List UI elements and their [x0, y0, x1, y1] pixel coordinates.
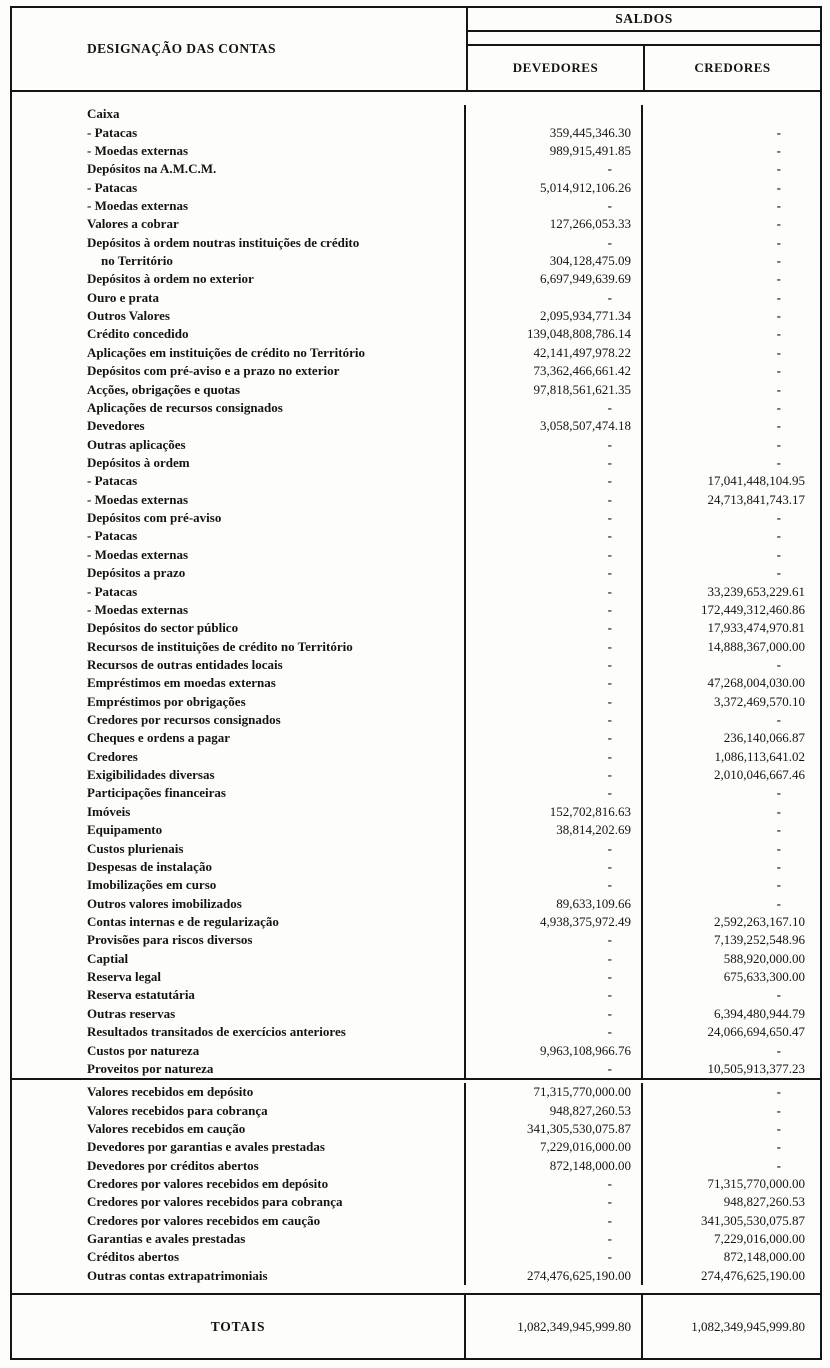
table-row: [12, 417, 820, 435]
credores-value: -: [776, 179, 781, 195]
credores-value: 14,888,367,000.00: [707, 638, 805, 654]
table-row: [12, 1005, 820, 1023]
table-row: [12, 803, 820, 821]
table-row: [12, 491, 820, 509]
account-label: - Patacas: [12, 178, 466, 196]
table-row: [12, 619, 820, 637]
table-row: [12, 637, 820, 655]
devedores-value: -: [466, 693, 643, 711]
credores-value: 2,592,263,167.10: [714, 913, 805, 929]
devedores-value: -: [466, 527, 643, 545]
credores-value: 24,713,841,743.17: [707, 491, 805, 507]
account-label: - Moedas externas: [12, 601, 466, 619]
table-row: [12, 784, 820, 802]
account-label: Reserva estatutária: [12, 986, 466, 1004]
table-row: [12, 454, 820, 472]
credores-value: -: [776, 234, 781, 250]
table-row: [12, 527, 820, 545]
account-label: Imobilizações em curso: [12, 876, 466, 894]
devedores-value: 359,445,346.30: [466, 123, 643, 141]
devedores-value: 2,095,934,771.34: [466, 307, 643, 325]
account-label: Depósitos com pré-aviso: [12, 509, 466, 527]
credores-value: 47,268,004,030.00: [707, 675, 805, 691]
credores-value: 10,505,913,377.23: [707, 1060, 805, 1076]
accounts-section-main: [12, 92, 820, 1078]
table-row: [12, 197, 820, 215]
credores-value: 675,633,300.00: [723, 969, 805, 985]
table-row: [12, 160, 820, 178]
devedores-value: -: [466, 582, 643, 600]
credores-value: -: [776, 546, 781, 562]
account-label: Devedores por créditos abertos: [12, 1156, 466, 1174]
account-label: Depósitos à ordem: [12, 454, 466, 472]
header-saldos-group: [468, 8, 820, 90]
credores-value: 872,148,000.00: [723, 1249, 805, 1265]
table-row: [12, 693, 820, 711]
account-label: Credores por valores recebidos para cobrança: [12, 1193, 466, 1211]
account-label: Valores recebidos para cobrança: [12, 1101, 466, 1119]
account-label: Equipamento: [12, 821, 466, 839]
credores-value: -: [776, 528, 781, 544]
devedores-value: -: [466, 472, 643, 490]
table-row: [12, 380, 820, 398]
credores-value: 24,066,694,650.47: [707, 1024, 805, 1040]
credores-value: -: [776, 142, 781, 158]
credores-value: 17,041,448,104.95: [707, 473, 805, 489]
account-label: Despesas de instalação: [12, 858, 466, 876]
account-label: - Moedas externas: [12, 491, 466, 509]
account-label: Recursos de instituições de crédito no Território: [12, 637, 466, 655]
credores-value: -: [776, 987, 781, 1003]
devedores-value: -: [466, 637, 643, 655]
devedores-value: -: [466, 674, 643, 692]
devedores-value: -: [466, 931, 643, 949]
account-label: - Moedas externas: [12, 197, 466, 215]
devedores-value: -: [466, 564, 643, 582]
account-label: Captial: [12, 950, 466, 968]
credores-value: -: [776, 197, 781, 213]
credores-value: -: [776, 877, 781, 893]
table-row: [12, 105, 820, 123]
account-label: - Patacas: [12, 582, 466, 600]
table-row: [12, 913, 820, 931]
account-label: Depósitos na A.M.C.M.: [12, 160, 466, 178]
table-row: [12, 546, 820, 564]
devedores-value: 341,305,530,075.87: [466, 1120, 643, 1138]
devedores-value: 274,476,625,190.00: [466, 1267, 643, 1285]
account-label: - Moedas externas: [12, 546, 466, 564]
table-row: [12, 1212, 820, 1230]
table-row: [12, 472, 820, 490]
devedores-value: 989,915,491.85: [466, 142, 643, 160]
credores-value: 71,315,770,000.00: [707, 1176, 805, 1192]
account-label: no Território: [12, 252, 466, 270]
devedores-value: -: [466, 766, 643, 784]
credores-value: 17,933,474,970.81: [707, 620, 805, 636]
designacao-das-contas-label: DESIGNAÇÃO DAS CONTAS: [87, 41, 276, 56]
credores-value: -: [776, 1157, 781, 1173]
table-row: [12, 582, 820, 600]
devedores-value: 7,229,016,000.00: [466, 1138, 643, 1156]
credores-value: 274,476,625,190.00: [701, 1267, 805, 1283]
devedores-value: 97,818,561,621.35: [466, 380, 643, 398]
account-label: Credores por valores recebidos em caução: [12, 1212, 466, 1230]
account-label: Outras contas extrapatrimoniais: [12, 1267, 466, 1285]
table-row: [12, 601, 820, 619]
devedores-value: 304,128,475.09: [466, 252, 643, 270]
devedores-value: 5,014,912,106.26: [466, 178, 643, 196]
table-row: [12, 1175, 820, 1193]
table-row: [12, 289, 820, 307]
credores-value: 7,139,252,548.96: [714, 932, 805, 948]
account-label: Proveitos por natureza: [12, 1060, 466, 1078]
credores-value: -: [776, 326, 781, 342]
credores-value: 7,229,016,000.00: [714, 1231, 805, 1247]
credores-value: 588,920,000.00: [723, 950, 805, 966]
table-row: [12, 674, 820, 692]
account-label: Garantias e avales prestadas: [12, 1230, 466, 1248]
account-label: Provisões para riscos diversos: [12, 931, 466, 949]
table-row: [12, 839, 820, 857]
table-row: [12, 748, 820, 766]
credores-value: 6,394,480,944.79: [714, 1005, 805, 1021]
account-label: Credores por valores recebidos em depósito: [12, 1175, 466, 1193]
table-row: [12, 656, 820, 674]
devedores-value: -: [466, 160, 643, 178]
table-row: [12, 1083, 820, 1101]
credores-value: -: [776, 712, 781, 728]
credores-value: -: [776, 363, 781, 379]
devedores-value: 38,814,202.69: [466, 821, 643, 839]
devedores-value: 71,315,770,000.00: [466, 1083, 643, 1101]
account-label: Custos por natureza: [12, 1041, 466, 1059]
devedores-value: 89,633,109.66: [466, 894, 643, 912]
account-label: Caixa: [12, 105, 466, 123]
table-row: [12, 858, 820, 876]
credores-value: -: [776, 289, 781, 305]
table-row: [12, 1023, 820, 1041]
credores-value: -: [776, 161, 781, 177]
account-label: Credores por recursos consignados: [12, 711, 466, 729]
devedores-value: -: [466, 435, 643, 453]
devedores-value: -: [466, 876, 643, 894]
table-row: [12, 399, 820, 417]
credores-value: -: [776, 1042, 781, 1058]
devedores-value: -: [466, 399, 643, 417]
account-label: Créditos abertos: [12, 1248, 466, 1266]
devedores-value: -: [466, 546, 643, 564]
devedores-value: -: [466, 729, 643, 747]
devedores-value: -: [466, 1248, 643, 1266]
table-row: [12, 766, 820, 784]
devedores-value: -: [466, 509, 643, 527]
devedores-value: -: [466, 619, 643, 637]
devedores-value: -: [466, 968, 643, 986]
account-label: Participações financeiras: [12, 784, 466, 802]
account-label: Depósitos com pré-aviso e a prazo no exterior: [12, 362, 466, 380]
devedores-value: 6,697,949,639.69: [466, 270, 643, 288]
devedores-value: -: [466, 711, 643, 729]
account-label: Contas internas e de regularização: [12, 913, 466, 931]
account-label: Reserva legal: [12, 968, 466, 986]
devedores-value: -: [466, 1193, 643, 1211]
devedores-value: 4,938,375,972.49: [466, 913, 643, 931]
account-label: Aplicações em instituições de crédito no Território: [12, 344, 466, 362]
credores-value: -: [776, 895, 781, 911]
account-label: Depósitos a prazo: [12, 564, 466, 582]
account-label: Devedores por garantias e avales prestadas: [12, 1138, 466, 1156]
account-label: - Patacas: [12, 123, 466, 141]
table-row: [12, 509, 820, 527]
devedores-value: [466, 105, 643, 123]
table-row: [12, 234, 820, 252]
account-label: Resultados transitados de exercícios anteriores: [12, 1023, 466, 1041]
credores-value: -: [776, 822, 781, 838]
credores-value: -: [776, 1120, 781, 1136]
table-row: [12, 270, 820, 288]
credores-value: 2,010,046,667.46: [714, 767, 805, 783]
table-row: [12, 123, 820, 141]
account-label: Ouro e prata: [12, 289, 466, 307]
table-row: [12, 986, 820, 1004]
table-row: [12, 344, 820, 362]
devedores-value: -: [466, 1005, 643, 1023]
accounts-section-extrapatrimonial: [12, 1078, 820, 1293]
devedores-value: -: [466, 197, 643, 215]
devedores-value: -: [466, 1175, 643, 1193]
devedores-value: -: [466, 858, 643, 876]
table-row: [12, 325, 820, 343]
credores-value: -: [776, 308, 781, 324]
devedores-value: 872,148,000.00: [466, 1156, 643, 1174]
devedores-value: 9,963,108,966.76: [466, 1041, 643, 1059]
account-label: Valores recebidos em caução: [12, 1120, 466, 1138]
account-label: Outras aplicações: [12, 435, 466, 453]
devedores-value: -: [466, 601, 643, 619]
credores-value: -: [776, 840, 781, 856]
table-row: [12, 821, 820, 839]
account-label: Devedores: [12, 417, 466, 435]
account-label: Outros Valores: [12, 307, 466, 325]
table-row: [12, 968, 820, 986]
devedores-value: -: [466, 491, 643, 509]
devedores-value: -: [466, 1212, 643, 1230]
devedores-value: 127,266,053.33: [466, 215, 643, 233]
table-row: [12, 931, 820, 949]
account-label: - Patacas: [12, 472, 466, 490]
account-label: Credores: [12, 748, 466, 766]
table-row: [12, 1120, 820, 1138]
table-row: [12, 711, 820, 729]
credores-value: 236,140,066.87: [723, 730, 805, 746]
credores-value: -: [776, 1102, 781, 1118]
credores-value: -: [776, 785, 781, 801]
table-row: [12, 1138, 820, 1156]
header-subrow: [468, 46, 820, 90]
table-row: [12, 435, 820, 453]
totals-row: [12, 1293, 820, 1358]
table-row: [12, 1230, 820, 1248]
table-row: [12, 1156, 820, 1174]
devedores-value: 948,827,260.53: [466, 1101, 643, 1119]
table-row: [12, 876, 820, 894]
credores-value: -: [776, 253, 781, 269]
credores-value: -: [776, 344, 781, 360]
totals-devedores-value: 1,082,349,945,999.80: [466, 1295, 643, 1358]
table-row: [12, 178, 820, 196]
credores-value: -: [776, 510, 781, 526]
table-row: [12, 1193, 820, 1211]
table-row: [12, 215, 820, 233]
table-row: [12, 252, 820, 270]
devedores-value: 42,141,497,978.22: [466, 344, 643, 362]
table-row: [12, 362, 820, 380]
devedores-value: -: [466, 748, 643, 766]
credores-value: 33,239,653,229.61: [707, 583, 805, 599]
table-row: [12, 307, 820, 325]
table-row: [12, 950, 820, 968]
table-row: [12, 564, 820, 582]
devedores-value: -: [466, 986, 643, 1004]
devedores-value: 152,702,816.63: [466, 803, 643, 821]
credores-value: 3,372,469,570.10: [714, 693, 805, 709]
credores-value: -: [776, 565, 781, 581]
devedores-value: -: [466, 656, 643, 674]
credores-value: -: [776, 381, 781, 397]
table-row: [12, 894, 820, 912]
devedores-value: -: [466, 1060, 643, 1078]
saldos-header: SALDOS: [468, 8, 820, 32]
devedores-value: 139,048,808,786.14: [466, 325, 643, 343]
totals-label: TOTAIS: [12, 1295, 466, 1358]
credores-value: -: [776, 436, 781, 452]
table-row: [12, 729, 820, 747]
credores-value: -: [776, 455, 781, 470]
devedores-value: -: [466, 784, 643, 802]
account-label: Crédito concedido: [12, 325, 466, 343]
account-label: Cheques e ordens a pagar: [12, 729, 466, 747]
credores-value: -: [776, 803, 781, 819]
devedores-value: -: [466, 839, 643, 857]
credores-value: -: [776, 418, 781, 434]
table-row: [12, 1267, 820, 1285]
credores-value: 341,305,530,075.87: [701, 1212, 805, 1228]
credores-value: -: [776, 399, 781, 415]
credores-value: -: [776, 216, 781, 232]
credores-value: -: [776, 271, 781, 287]
table-row: [12, 1248, 820, 1266]
table-row: [12, 142, 820, 160]
devedores-value: -: [466, 950, 643, 968]
credores-value: -: [776, 1139, 781, 1155]
account-label: Depósitos à ordem noutras instituições de crédito: [12, 234, 466, 252]
table-row: [12, 1101, 820, 1119]
account-label: Recursos de outras entidades locais: [12, 656, 466, 674]
devedores-value: 3,058,507,474.18: [466, 417, 643, 435]
account-label: Acções, obrigações e quotas: [12, 380, 466, 398]
header-spacer-band: [468, 32, 820, 46]
devedores-value: -: [466, 234, 643, 252]
balance-table: [10, 6, 822, 1360]
table-row: [12, 1041, 820, 1059]
account-label: - Patacas: [12, 527, 466, 545]
account-label: Exigibilidades diversas: [12, 766, 466, 784]
account-label: Valores recebidos em depósito: [12, 1083, 466, 1101]
header-cell-designacao: [12, 8, 468, 90]
credores-value: 948,827,260.53: [723, 1194, 805, 1210]
account-label: Aplicações de recursos consignados: [12, 399, 466, 417]
devedores-value: -: [466, 454, 643, 472]
account-label: Imóveis: [12, 803, 466, 821]
account-label: Valores a cobrar: [12, 215, 466, 233]
account-label: Empréstimos em moedas externas: [12, 674, 466, 692]
devedores-value: 73,362,466,661.42: [466, 362, 643, 380]
account-label: - Moedas externas: [12, 142, 466, 160]
credores-value: -: [776, 1084, 781, 1100]
account-label: Empréstimos por obrigações: [12, 693, 466, 711]
credores-value: [643, 105, 820, 123]
credores-value: 172,449,312,460.86: [701, 601, 805, 617]
devedores-value: -: [466, 289, 643, 307]
credores-value: 1,086,113,641.02: [714, 748, 805, 764]
table-row: [12, 1060, 820, 1078]
account-label: Outros valores imobilizados: [12, 894, 466, 912]
credores-value: -: [776, 124, 781, 140]
devedores-column-header: DEVEDORES: [468, 46, 645, 90]
credores-value: -: [776, 656, 781, 672]
table-header: [12, 8, 820, 92]
account-label: Depósitos à ordem no exterior: [12, 270, 466, 288]
account-label: Custos plurienais: [12, 839, 466, 857]
account-label: Outras reservas: [12, 1005, 466, 1023]
devedores-value: -: [466, 1230, 643, 1248]
devedores-value: -: [466, 1023, 643, 1041]
totals-credores-value: 1,082,349,945,999.80: [691, 1318, 805, 1334]
credores-value: -: [776, 858, 781, 874]
credores-column-header: CREDORES: [694, 60, 771, 75]
account-label: Depósitos do sector público: [12, 619, 466, 637]
